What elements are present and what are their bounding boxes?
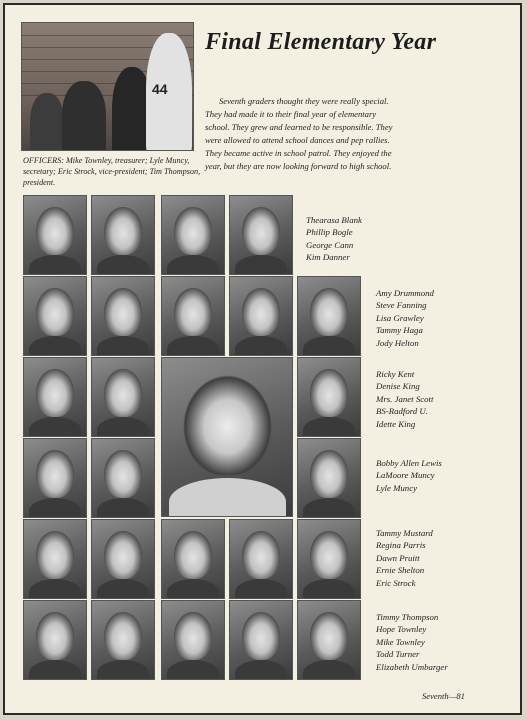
jersey-number: 44	[152, 81, 168, 97]
student-photo	[161, 276, 225, 356]
student-photo	[23, 195, 87, 275]
student-photo	[297, 276, 361, 356]
officers-photo	[21, 22, 194, 151]
name-list-row-3: Ricky Kent Denise King Mrs. Janet Scott BS-Radford U. Idette King	[376, 369, 434, 429]
student-photo	[229, 600, 293, 680]
name-list-row-6: Timmy Thompson Hope Townley Mike Townley Todd Turner Elizabeth Umbarger	[376, 612, 448, 672]
name-list-row-1: Thearasa Blank Phillip Bogle George Cann Kim Danner	[306, 215, 362, 263]
student-photo	[297, 357, 361, 437]
student-photo	[297, 438, 361, 518]
student-photo	[229, 519, 293, 599]
officers-caption: OFFICERS: Mike Townley, treasurer; Lyle Muncy, secretary; Eric Strock, vice-president; Tim Thompson, president.	[23, 156, 201, 187]
student-photo	[23, 438, 87, 518]
student-photo	[161, 195, 225, 275]
student-photo	[91, 519, 155, 599]
student-photo	[23, 600, 87, 680]
student-photo	[91, 195, 155, 275]
page-number: Seventh—81	[422, 691, 465, 701]
student-photo	[91, 438, 155, 518]
student-photo	[161, 600, 225, 680]
student-photo	[229, 276, 293, 356]
student-photo	[23, 519, 87, 599]
student-photo	[91, 276, 155, 356]
intro-paragraph: Seventh graders thought they were really special. They had made it to their final year of elementary school. They grew and learned to be responsible. They were allowed to attend school dances and pep rallies. They became active in school patrol. They enjoyed the year, but they are now looking forward to high school.	[205, 96, 393, 171]
student-photo	[229, 195, 293, 275]
student-photo	[297, 519, 361, 599]
student-photo	[91, 357, 155, 437]
name-list-row-4: Bobby Allen Lewis LaMoore Muncy Lyle Muncy	[376, 458, 442, 493]
student-photo	[161, 519, 225, 599]
student-photo	[91, 600, 155, 680]
name-list-row-2: Amy Drummond Steve Fanning Lisa Grawley Tammy Haga Jody Helton	[376, 288, 434, 348]
student-photo	[23, 276, 87, 356]
page-title: Final Elementary Year	[205, 29, 437, 55]
yearbook-page	[3, 3, 522, 715]
name-list-row-5: Tammy Mustard Regina Parris Dawn Pruitt Ernie Shelton Eric Strock	[376, 528, 433, 588]
student-photo	[297, 600, 361, 680]
teacher-photo	[161, 357, 293, 517]
student-photo	[23, 357, 87, 437]
